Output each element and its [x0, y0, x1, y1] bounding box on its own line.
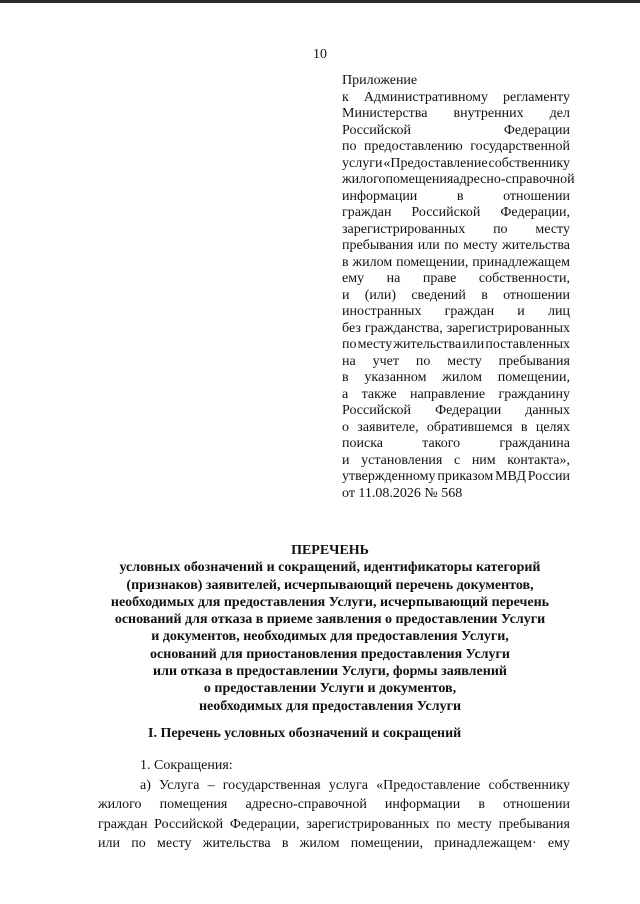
body-line	[98, 815, 570, 835]
appendix-word: граждан	[342, 205, 392, 220]
heading-line: (признаков) заявителей, исчерпывающий перечень документов,	[126, 577, 534, 593]
appendix-line	[342, 222, 570, 239]
heading-title: ПЕРЕЧЕНЬ	[291, 543, 369, 558]
appendix-line	[342, 403, 570, 420]
appendix-line	[342, 469, 570, 486]
body-word: государственная	[222, 777, 321, 793]
body-word: информации	[384, 797, 461, 812]
body-word: жилого	[98, 797, 142, 812]
appendix-word: приказом	[437, 469, 494, 484]
appendix-word: к	[342, 89, 349, 105]
appendix-word: Министерства	[342, 106, 428, 121]
appendix-word: МВД	[495, 469, 526, 484]
heading-subtitle	[60, 559, 600, 715]
heading-line: оснований для приостановления предоставления Услуги	[150, 646, 510, 662]
body-word: помещения	[159, 797, 228, 812]
appendix-word: адресно-справочной	[453, 172, 575, 187]
appendix-line	[342, 271, 570, 288]
appendix-word: помещении,	[497, 370, 570, 385]
body-word: а)	[140, 777, 151, 793]
appendix-word: принадлежащем	[472, 254, 570, 270]
body-word: или	[98, 836, 120, 851]
appendix-word: регламенту	[503, 89, 570, 105]
appendix-line	[342, 288, 570, 305]
scan-edge-line	[0, 0, 640, 3]
appendix-line	[342, 321, 570, 338]
appendix-line	[342, 189, 570, 206]
appendix-line	[342, 238, 570, 255]
appendix-word: по	[493, 221, 508, 237]
appendix-word: заявителе,	[357, 419, 419, 435]
appendix-word: дел	[549, 106, 570, 121]
body-word: помещении,	[350, 836, 423, 851]
body-word: Российской	[154, 816, 224, 832]
appendix-word: целях	[535, 419, 570, 435]
appendix-line	[342, 337, 570, 354]
appendix-word: поставленных	[485, 337, 570, 352]
appendix-line	[342, 486, 570, 503]
appendix-word: направление	[410, 386, 486, 402]
heading-line: о предоставлении Услуги и документов,	[203, 681, 457, 697]
appendix-word: зарегистрированных	[446, 320, 570, 336]
appendix-word: в	[520, 419, 528, 435]
appendix-word: Российской	[342, 403, 411, 418]
appendix-reference-block	[342, 73, 575, 502]
appendix-line	[342, 139, 570, 156]
body-word: «Предоставление	[376, 777, 481, 793]
appendix-word: учет	[372, 353, 399, 369]
body-line	[98, 776, 570, 796]
appendix-word: и	[517, 304, 525, 319]
appendix-word: утвержденному	[342, 469, 436, 484]
appendix-word: обратившемся	[426, 419, 513, 435]
heading-line: и документов, необходимых для предоставления Услуги,	[151, 629, 509, 645]
appendix-word: праве	[422, 271, 457, 286]
body-word: Федерации,	[229, 816, 300, 832]
appendix-word: помещении,	[396, 254, 469, 270]
appendix-word: о	[342, 419, 349, 435]
body-line	[98, 834, 570, 854]
appendix-word: Федерации,	[500, 205, 570, 220]
body-line	[98, 795, 570, 815]
appendix-word: жилом	[352, 254, 393, 270]
appendix-word: пребывания	[342, 238, 414, 253]
appendix-word: от 11.08.2026 № 568	[342, 485, 463, 501]
appendix-word: ему	[342, 271, 365, 286]
appendix-word: Приложение	[342, 73, 418, 88]
body-word: –	[207, 777, 215, 793]
appendix-word: по	[415, 353, 431, 369]
appendix-word: такого	[422, 436, 461, 451]
appendix-word: месту	[447, 353, 482, 369]
appendix-word: месту	[357, 337, 393, 352]
document-heading	[60, 542, 600, 715]
appendix-word: жилом	[442, 370, 482, 385]
appendix-line	[342, 436, 570, 453]
appendix-line	[342, 387, 570, 404]
appendix-word: Российской	[411, 205, 481, 220]
appendix-line	[342, 205, 570, 222]
appendix-word: на	[386, 271, 401, 286]
appendix-word: России	[527, 469, 570, 484]
heading-line: или отказа в предоставлении Услуги, формы заявлений	[153, 664, 507, 680]
body-word: отношении	[503, 797, 570, 812]
appendix-word: жилого	[342, 172, 386, 187]
appendix-word: поиска	[342, 436, 384, 451]
body-line	[98, 756, 570, 776]
heading-line: необходимых для предоставления Услуги, исчерпывающий перечень	[110, 594, 550, 610]
appendix-word: жительства	[502, 238, 570, 253]
appendix-word: с	[453, 452, 461, 468]
appendix-word: по	[444, 238, 459, 253]
appendix-word: а	[342, 386, 349, 402]
appendix-word: в	[342, 254, 349, 270]
body-text	[98, 756, 570, 854]
appendix-line	[342, 354, 570, 371]
appendix-word: установления	[361, 452, 443, 468]
appendix-word: также	[361, 386, 397, 402]
appendix-word: месту	[463, 238, 498, 253]
body-word: месту	[156, 836, 192, 851]
appendix-word: граждан	[444, 304, 495, 319]
body-word: граждан	[98, 816, 148, 832]
heading-line: оснований для отказа в приеме заявления о предоставлении Услуги	[114, 612, 546, 628]
appendix-word: гражданства,	[364, 320, 443, 336]
body-word: месту	[457, 816, 492, 832]
appendix-line	[342, 73, 570, 90]
appendix-line	[342, 420, 570, 437]
appendix-line	[342, 90, 570, 107]
appendix-word: зарегистрированных	[342, 221, 466, 237]
body-word: адресно-справочной	[245, 797, 367, 812]
appendix-word: в	[342, 370, 349, 385]
appendix-word: контакта»,	[507, 452, 570, 468]
body-word: по	[436, 816, 451, 832]
body-word: жительства	[202, 836, 271, 851]
body-word: в	[478, 797, 485, 812]
appendix-word: ним	[471, 452, 496, 468]
appendix-word: государственной	[470, 139, 570, 154]
appendix-line	[342, 370, 570, 387]
appendix-word: гражданина	[499, 436, 570, 451]
appendix-word: информации	[342, 188, 418, 204]
appendix-word: или	[417, 238, 440, 253]
appendix-word: или	[462, 337, 485, 352]
appendix-word: по	[342, 139, 357, 154]
body-word: Услуга	[159, 777, 200, 793]
appendix-word: внутренних	[453, 106, 524, 121]
heading-line: необходимых для предоставления Услуги	[198, 698, 462, 714]
body-word: 1. Сокращения:	[140, 758, 233, 773]
body-word: по	[131, 836, 146, 851]
body-word: услуга	[328, 777, 369, 793]
section-title: I. Перечень условных обозначений и сокращений	[148, 726, 462, 741]
appendix-line	[342, 106, 570, 123]
body-word: в	[281, 836, 289, 851]
appendix-word: пребывания	[498, 353, 570, 369]
appendix-word: по	[342, 337, 357, 352]
appendix-word: в	[456, 188, 464, 204]
appendix-line	[342, 156, 570, 173]
appendix-word: указанном	[364, 370, 427, 385]
appendix-word: Административному	[363, 89, 489, 105]
appendix-line	[342, 172, 575, 189]
appendix-word: отношении	[503, 287, 570, 303]
appendix-line	[342, 123, 570, 140]
appendix-word: в	[481, 287, 488, 303]
appendix-word: Федерации	[435, 403, 502, 418]
body-word: собственнику	[488, 777, 570, 793]
appendix-word: помещения	[385, 172, 454, 187]
body-word: пребывания	[498, 816, 570, 832]
appendix-word: лиц	[547, 304, 570, 319]
body-word: принадлежащем·	[434, 836, 537, 851]
appendix-word: Российской	[342, 122, 411, 138]
appendix-word: собственности,	[478, 271, 570, 286]
body-word: зарегистрированных	[306, 816, 430, 832]
appendix-word: отношении	[503, 188, 570, 204]
appendix-word: месту	[535, 221, 570, 237]
appendix-word: данных	[525, 403, 570, 418]
appendix-word: (или)	[364, 287, 397, 303]
appendix-word: и	[342, 287, 350, 303]
body-word: жилом	[299, 836, 340, 851]
appendix-word: сведений	[411, 287, 466, 303]
appendix-word: гражданину	[498, 386, 570, 402]
appendix-word: и	[342, 452, 350, 468]
appendix-word: Федерации	[503, 122, 570, 138]
appendix-word: жительства	[393, 337, 462, 352]
appendix-word: услуги	[342, 155, 383, 171]
page-number: 10	[313, 47, 327, 62]
appendix-line	[342, 304, 570, 321]
appendix-line	[342, 255, 570, 272]
appendix-word: предоставлению	[363, 139, 463, 154]
appendix-line	[342, 453, 570, 470]
heading-line: условных обозначений и сокращений, идентификаторы категорий	[119, 560, 541, 576]
body-word: ему	[547, 836, 570, 851]
appendix-word: на	[342, 353, 356, 369]
appendix-word: собственнику	[488, 155, 570, 171]
appendix-word: иностранных	[342, 304, 422, 319]
appendix-word: «Предоставление	[383, 155, 488, 171]
appendix-word: без	[342, 320, 361, 336]
